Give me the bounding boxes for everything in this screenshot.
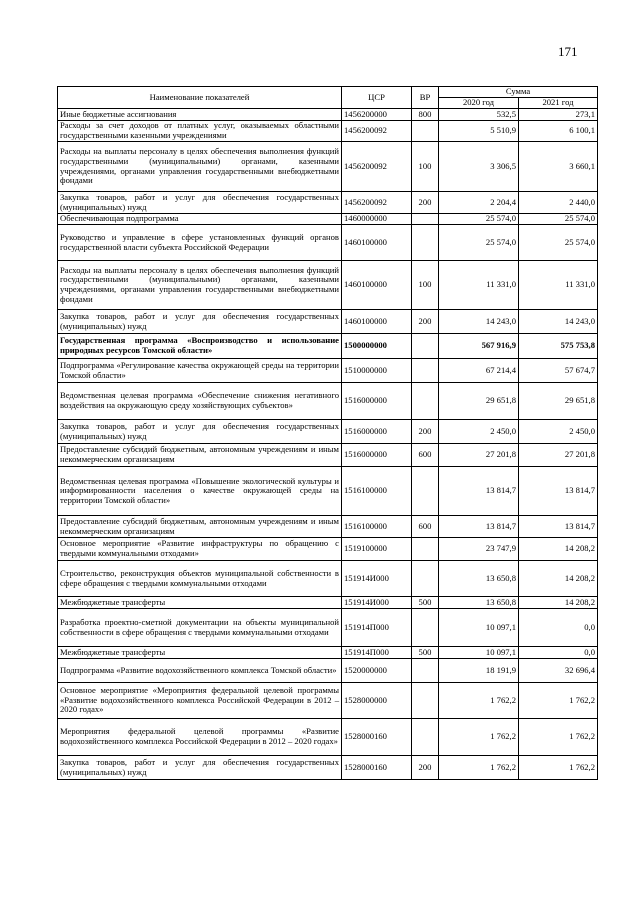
row-sum-2020: 10 097,1 [439, 609, 519, 647]
row-vr [412, 225, 439, 261]
row-sum-2021: 0,0 [519, 609, 598, 647]
table-row [58, 192, 598, 214]
row-csr: 151914П000 [342, 647, 412, 659]
row-name: Расходы на выплаты персоналу в целях обеспечения выполнения функций государственными (муниципальными) органами, казенными учреждениями, органами управления государственными внебюджетными фондами [58, 142, 342, 192]
row-name: Строительство, реконструкция объектов муниципальной собственности в сфере обращения с твердыми коммунальными отходами [58, 561, 342, 597]
row-sum-2020: 11 331,0 [439, 261, 519, 310]
row-csr: 1519100000 [342, 538, 412, 561]
row-sum-2021: 29 651,8 [519, 383, 598, 420]
table-row [58, 225, 598, 261]
row-vr [412, 683, 439, 719]
table-row [58, 310, 598, 334]
row-sum-2020: 2 450,0 [439, 420, 519, 444]
row-csr: 1528000000 [342, 683, 412, 719]
row-name: Расходы на выплаты персоналу в целях обеспечения выполнения функций государственными (муниципальными) органами, казенными учреждениями, органами управления государственными внебюджетными фондами [58, 261, 342, 310]
table-row [58, 647, 598, 659]
row-name: Государственная программа «Воспроизводство и использование природных ресурсов Томской области» [58, 334, 342, 359]
row-csr: 1520000000 [342, 659, 412, 683]
header-year-2020: 2020 год [439, 98, 519, 109]
row-csr: 1516000000 [342, 444, 412, 467]
row-sum-2021: 1 762,2 [519, 719, 598, 756]
table-row [58, 261, 598, 310]
row-sum-2020: 18 191,9 [439, 659, 519, 683]
row-sum-2021: 25 574,0 [519, 225, 598, 261]
row-name: Межбюджетные трансферты [58, 647, 342, 659]
row-sum-2021: 14 208,2 [519, 597, 598, 609]
page-number: 171 [558, 44, 578, 59]
row-csr: 1460000000 [342, 214, 412, 225]
row-csr: 1516000000 [342, 383, 412, 420]
row-name: Ведомственная целевая программа «Обеспечение снижения негативного воздействия на окружающую среду хозяйствующих субъектов» [58, 383, 342, 420]
row-sum-2021: 14 208,2 [519, 561, 598, 597]
row-sum-2020: 5 510,9 [439, 121, 519, 142]
row-vr: 200 [412, 192, 439, 214]
row-name: Предоставление субсидий бюджетным, автономным учреждениям и иным некоммерческим организациям [58, 516, 342, 538]
row-vr [412, 609, 439, 647]
table-row [58, 609, 598, 647]
row-sum-2021: 14 243,0 [519, 310, 598, 334]
row-csr: 1500000000 [342, 334, 412, 359]
row-vr: 100 [412, 261, 439, 310]
row-vr: 500 [412, 597, 439, 609]
row-sum-2021: 32 696,4 [519, 659, 598, 683]
row-name: Основное мероприятие «Мероприятия федеральной целевой программы «Развитие водохозяйственного комплекса Российской Федерации в 2012 – 2020 годах» [58, 683, 342, 719]
header-sum: Сумма [439, 87, 598, 98]
table-row [58, 719, 598, 756]
table-row [58, 659, 598, 683]
table-row [58, 109, 598, 121]
row-sum-2020: 567 916,9 [439, 334, 519, 359]
row-vr: 500 [412, 647, 439, 659]
header-vr: ВР [412, 87, 439, 109]
row-sum-2020: 29 651,8 [439, 383, 519, 420]
row-csr: 1460100000 [342, 310, 412, 334]
row-sum-2021: 1 762,2 [519, 756, 598, 780]
row-vr [412, 467, 439, 516]
row-name: Предоставление субсидий бюджетным, автономным учреждениям и иным некоммерческим организациям [58, 444, 342, 467]
row-sum-2020: 25 574,0 [439, 214, 519, 225]
row-csr: 1456200092 [342, 142, 412, 192]
row-csr: 151914И000 [342, 561, 412, 597]
row-vr [412, 659, 439, 683]
row-sum-2020: 23 747,9 [439, 538, 519, 561]
row-vr [412, 561, 439, 597]
row-name: Закупка товаров, работ и услуг для обеспечения государственных (муниципальных) нужд [58, 756, 342, 780]
row-sum-2020: 3 306,5 [439, 142, 519, 192]
row-sum-2020: 13 814,7 [439, 516, 519, 538]
row-vr: 200 [412, 310, 439, 334]
table-row [58, 142, 598, 192]
row-vr: 200 [412, 420, 439, 444]
row-sum-2021: 11 331,0 [519, 261, 598, 310]
table-row [58, 561, 598, 597]
row-sum-2021: 3 660,1 [519, 142, 598, 192]
table-row [58, 467, 598, 516]
table-row [58, 538, 598, 561]
row-sum-2021: 27 201,8 [519, 444, 598, 467]
row-vr [412, 214, 439, 225]
table-row [58, 756, 598, 780]
row-name: Закупка товаров, работ и услуг для обеспечения государственных (муниципальных) нужд [58, 310, 342, 334]
row-sum-2021: 2 450,0 [519, 420, 598, 444]
row-sum-2020: 13 650,8 [439, 597, 519, 609]
row-vr: 200 [412, 756, 439, 780]
row-name: Обеспечивающая подпрограмма [58, 214, 342, 225]
budget-table [57, 86, 598, 780]
row-sum-2020: 67 214,4 [439, 359, 519, 383]
row-vr: 800 [412, 109, 439, 121]
row-sum-2020: 13 814,7 [439, 467, 519, 516]
row-csr: 1528000160 [342, 719, 412, 756]
row-sum-2020: 13 650,8 [439, 561, 519, 597]
row-csr: 151914П000 [342, 609, 412, 647]
header-name: Наименование показателей [58, 87, 342, 109]
row-csr: 151914И000 [342, 597, 412, 609]
row-sum-2021: 1 762,2 [519, 683, 598, 719]
row-csr: 1516000000 [342, 420, 412, 444]
row-name: Ведомственная целевая программа «Повышение экологической культуры и информированности населения о качестве окружающей среды на территории Томской области» [58, 467, 342, 516]
table-row [58, 444, 598, 467]
row-sum-2020: 532,5 [439, 109, 519, 121]
row-name: Мероприятия федеральной целевой программы «Развитие водохозяйственного комплекса Российской Федерации в 2012 – 2020 годах» [58, 719, 342, 756]
table-row [58, 214, 598, 225]
table-row [58, 683, 598, 719]
row-sum-2020: 25 574,0 [439, 225, 519, 261]
row-name: Иные бюджетные ассигнования [58, 109, 342, 121]
row-sum-2021: 0,0 [519, 647, 598, 659]
row-csr: 1528000160 [342, 756, 412, 780]
row-vr [412, 121, 439, 142]
row-sum-2021: 13 814,7 [519, 516, 598, 538]
row-name: Межбюджетные трансферты [58, 597, 342, 609]
row-sum-2020: 1 762,2 [439, 756, 519, 780]
table-row [58, 359, 598, 383]
row-csr: 1516100000 [342, 467, 412, 516]
table-row [58, 516, 598, 538]
row-sum-2021: 25 574,0 [519, 214, 598, 225]
table-row [58, 383, 598, 420]
row-sum-2020: 1 762,2 [439, 719, 519, 756]
row-vr: 600 [412, 516, 439, 538]
row-vr [412, 359, 439, 383]
row-name: Подпрограмма «Развитие водохозяйственного комплекса Томской области» [58, 659, 342, 683]
row-sum-2020: 2 204,4 [439, 192, 519, 214]
row-vr: 100 [412, 142, 439, 192]
table-row [58, 420, 598, 444]
row-csr: 1460100000 [342, 225, 412, 261]
table-row [58, 334, 598, 359]
row-name: Подпрограмма «Регулирование качества окружающей среды на территории Томской области» [58, 359, 342, 383]
row-csr: 1456200092 [342, 192, 412, 214]
row-vr [412, 334, 439, 359]
header-csr: ЦСР [342, 87, 412, 109]
table-row [58, 121, 598, 142]
row-name: Расходы за счет доходов от платных услуг, оказываемых областными государственными казенными учреждениями [58, 121, 342, 142]
row-vr: 600 [412, 444, 439, 467]
row-csr: 1510000000 [342, 359, 412, 383]
row-name: Основное мероприятие «Развитие инфраструктуры по обращению с твердыми коммунальными отходами» [58, 538, 342, 561]
row-vr [412, 719, 439, 756]
table-body [58, 109, 598, 780]
row-vr [412, 383, 439, 420]
row-vr [412, 538, 439, 561]
row-sum-2021: 13 814,7 [519, 467, 598, 516]
row-sum-2021: 14 208,2 [519, 538, 598, 561]
row-sum-2020: 10 097,1 [439, 647, 519, 659]
row-csr: 1456200000 [342, 109, 412, 121]
row-sum-2021: 6 100,1 [519, 121, 598, 142]
row-sum-2021: 2 440,0 [519, 192, 598, 214]
row-sum-2020: 1 762,2 [439, 683, 519, 719]
row-csr: 1516100000 [342, 516, 412, 538]
row-name: Разработка проектно-сметной документации на объекты муниципальной собственности в сфере обращения с твердыми коммунальными отходами [58, 609, 342, 647]
row-sum-2021: 57 674,7 [519, 359, 598, 383]
header-year-2021: 2021 год [519, 98, 598, 109]
row-sum-2021: 273,1 [519, 109, 598, 121]
table-row [58, 597, 598, 609]
row-sum-2021: 575 753,8 [519, 334, 598, 359]
row-name: Закупка товаров, работ и услуг для обеспечения государственных (муниципальных) нужд [58, 420, 342, 444]
row-name: Руководство и управление в сфере установленных функций органов государственной власти субъекта Российской Федерации [58, 225, 342, 261]
row-sum-2020: 27 201,8 [439, 444, 519, 467]
row-name: Закупка товаров, работ и услуг для обеспечения государственных (муниципальных) нужд [58, 192, 342, 214]
row-csr: 1456200092 [342, 121, 412, 142]
row-csr: 1460100000 [342, 261, 412, 310]
row-sum-2020: 14 243,0 [439, 310, 519, 334]
